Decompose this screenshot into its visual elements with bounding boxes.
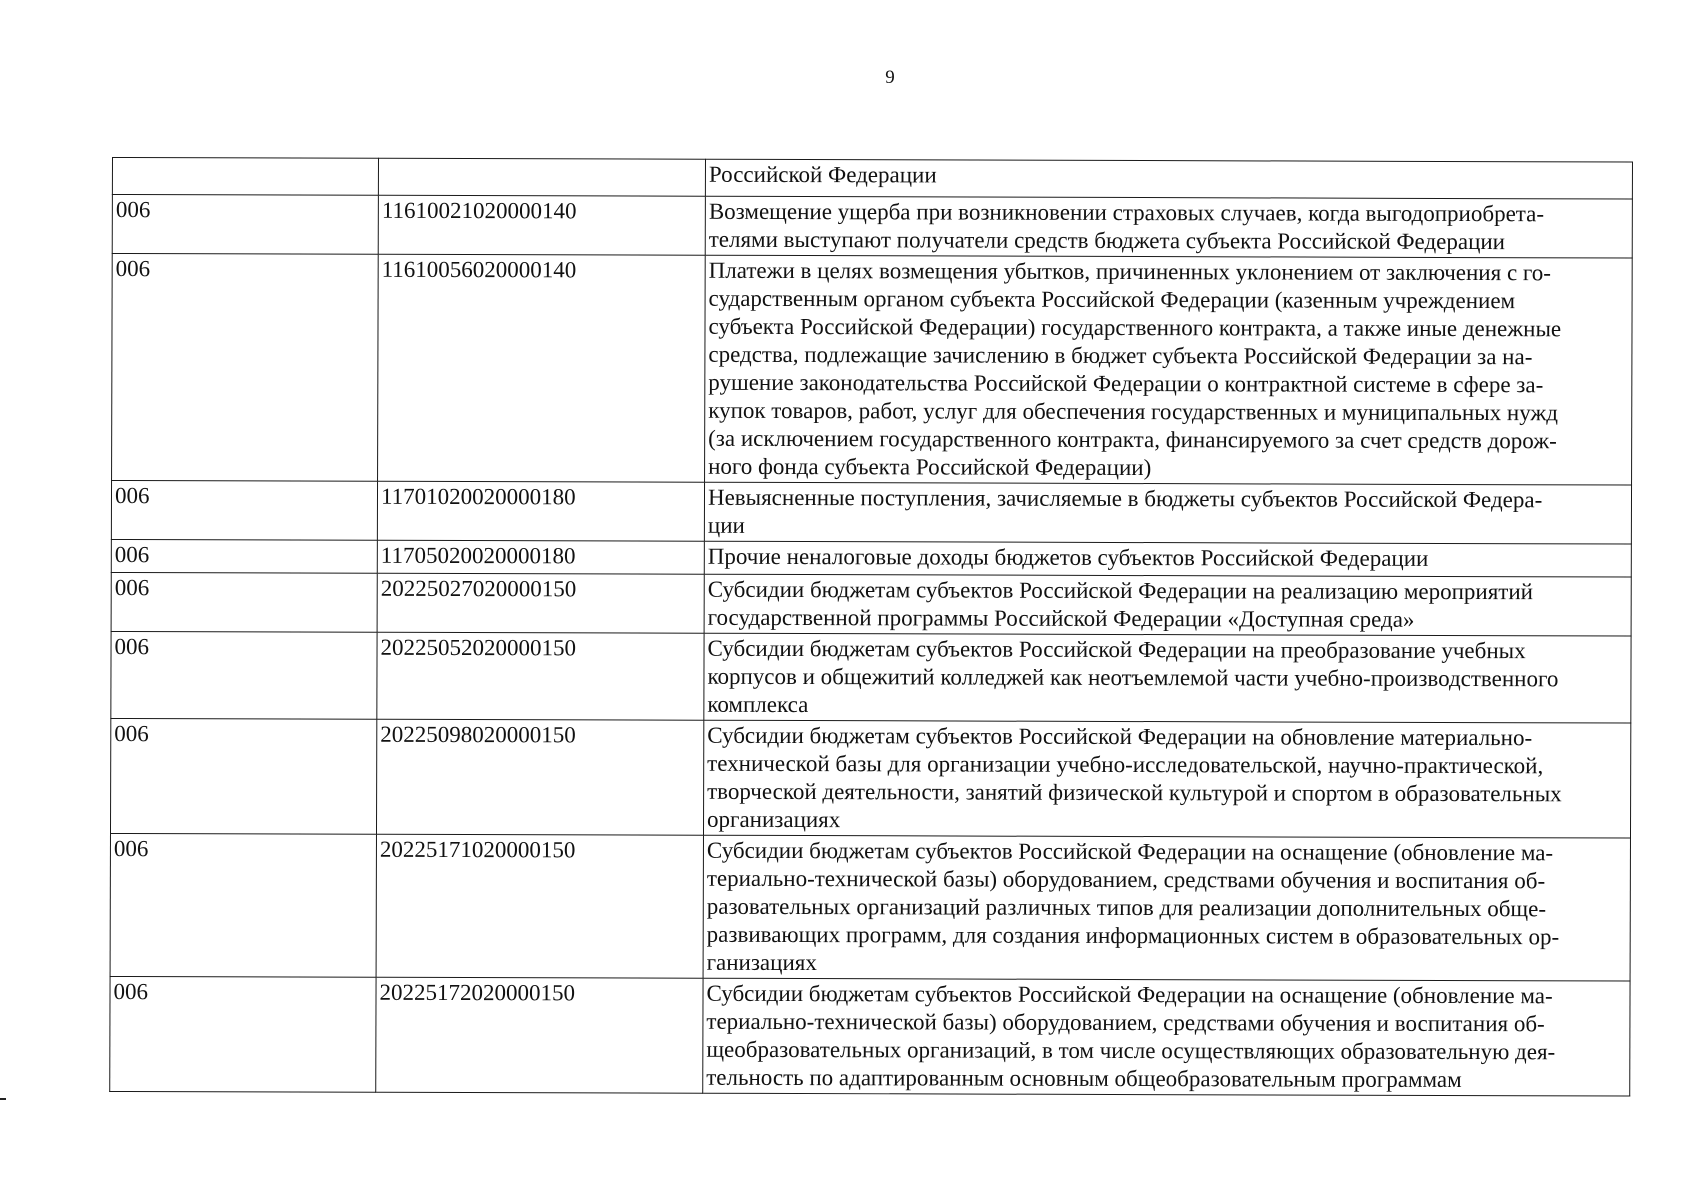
description-cell — [704, 482, 1631, 544]
admin-code-cell: 006 — [111, 631, 377, 719]
description-line: териально-технической базы) оборудованием, средствами обучения и воспитания об- — [706, 865, 1546, 894]
budget-code-cell: 20225052020000150 — [377, 632, 704, 720]
table-body — [110, 158, 1633, 1097]
budget-code-cell: 20225172020000150 — [376, 977, 703, 1093]
description-line: ганизациях — [706, 949, 817, 976]
description-line: творческой деятельности, занятий физической культурой и спортом в образовательных — [707, 778, 1562, 807]
table-row — [111, 539, 1631, 577]
description-line: Платежи в целях возмещения убытков, причиненных уклонением от заключения с го- — [708, 257, 1551, 286]
description-line: Прочие неналоговые доходы бюджетов субъектов Российской Федерации — [707, 543, 1429, 571]
description-line: Субсидии бюджетам субъектов Российской Федерации на оснащение (обновление ма- — [706, 980, 1553, 1009]
description-cell — [703, 835, 1630, 981]
description-line: Субсидии бюджетам субъектов Российской Федерации на преобразование учебных — [707, 635, 1526, 664]
table-row-continuation — [112, 158, 1632, 200]
description-cell — [703, 978, 1630, 1096]
description-cell — [705, 196, 1632, 258]
admin-code-cell: 006 — [111, 539, 377, 573]
table-row — [110, 718, 1630, 838]
budget-code-cell — [378, 158, 705, 196]
description-line: Невыясненные поступления, зачисляемые в бюджеты субъектов Российской Федера- — [707, 484, 1543, 513]
description-line: Субсидии бюджетам субъектов Российской Федерации на оснащение (обновление ма- — [706, 837, 1554, 866]
description-line: рушение законодательства Российской Федерации о контрактной системе в сфере за- — [708, 369, 1544, 398]
description-cell — [704, 574, 1631, 636]
description-cell — [704, 633, 1631, 723]
description-line: Субсидии бюджетам субъектов Российской Федерации на обновление материально- — [707, 722, 1533, 751]
admin-code-cell: 006 — [110, 976, 376, 1092]
table-row — [110, 976, 1630, 1096]
description-line: Возмещение ущерба при возникновении страховых случаев, когда выгодоприобрета- — [708, 198, 1545, 227]
description-line: развивающих программ, для создания информационных систем в образовательных ор- — [706, 921, 1560, 950]
page-number: 9 — [885, 67, 895, 88]
budget-code-cell: 11701020020000180 — [377, 481, 704, 541]
admin-code-cell: 006 — [111, 572, 377, 632]
table-row — [112, 254, 1633, 486]
table-row — [111, 631, 1631, 723]
description-line: щеобразовательных организаций, в том числе осуществляющих образовательную дея- — [706, 1036, 1556, 1065]
admin-code-cell: 006 — [112, 254, 379, 482]
description-line: (за исключением государственного контракта, финансируемого за счет средств дорож- — [708, 425, 1557, 454]
description-line: субъекта Российской Федерации) государственного контракта, а также иные денежные — [708, 313, 1562, 342]
table-row — [111, 572, 1631, 636]
description-line: государственной программы Российской Федерации «Доступная среда» — [707, 604, 1415, 632]
description-line: разовательных организаций различных типов для реализации дополнительных обще- — [706, 893, 1547, 922]
budget-code-cell: 20225171020000150 — [376, 834, 703, 978]
admin-code-cell — [112, 158, 378, 196]
description-line: средства, подлежащие зачислению в бюджет субъекта Российской Федерации за на- — [708, 341, 1533, 370]
admin-code-cell: 006 — [110, 718, 376, 834]
description-line: ции — [707, 512, 745, 538]
budget-code-cell: 20225098020000150 — [376, 719, 703, 835]
description-line: комплекса — [707, 691, 809, 718]
description-line: купок товаров, работ, услуг для обеспечения государственных и муниципальных нужд — [708, 397, 1559, 426]
table-row — [111, 481, 1631, 545]
table-row — [112, 195, 1632, 259]
description-cell — [705, 255, 1633, 485]
description-line: корпусов и общежитий колледжей как неотъемлемой части учебно-производственного — [707, 663, 1559, 692]
budget-code-cell: 11610056020000140 — [378, 254, 706, 482]
admin-code-cell: 006 — [111, 481, 377, 541]
admin-code-cell: 006 — [112, 195, 378, 255]
description-line: териально-технической базы) оборудованием, средствами обучения и воспитания об- — [706, 1008, 1545, 1037]
description-cell — [703, 720, 1630, 838]
description-line: технической базы для организации учебно-исследовательской, научно-практической, — [707, 750, 1544, 779]
admin-code-cell: 006 — [110, 833, 376, 977]
description-line: ного фонда субъекта Российской Федерации) — [708, 453, 1152, 481]
budget-code-cell: 20225027020000150 — [377, 573, 704, 633]
table-row — [110, 833, 1630, 981]
description-line: сударственным органом субъекта Российской Федерации (казенным учреждением — [708, 285, 1516, 314]
description-cell — [704, 541, 1631, 577]
margin-mark — [0, 1098, 6, 1100]
description-cell: Российской Федерации — [705, 159, 1632, 199]
budget-code-cell: 11705020020000180 — [377, 540, 704, 574]
description-line: телями выступают получатели средств бюджета субъекта Российской Федерации — [708, 226, 1506, 255]
budget-code-cell: 11610021020000140 — [378, 195, 705, 255]
description-line: организациях — [707, 806, 841, 833]
description-line: тельность по адаптированным основным общеобразовательным программам — [706, 1064, 1462, 1093]
description-line: Субсидии бюджетам субъектов Российской Федерации на реализацию мероприятий — [707, 576, 1534, 605]
revenue-codes-table — [109, 157, 1633, 1097]
